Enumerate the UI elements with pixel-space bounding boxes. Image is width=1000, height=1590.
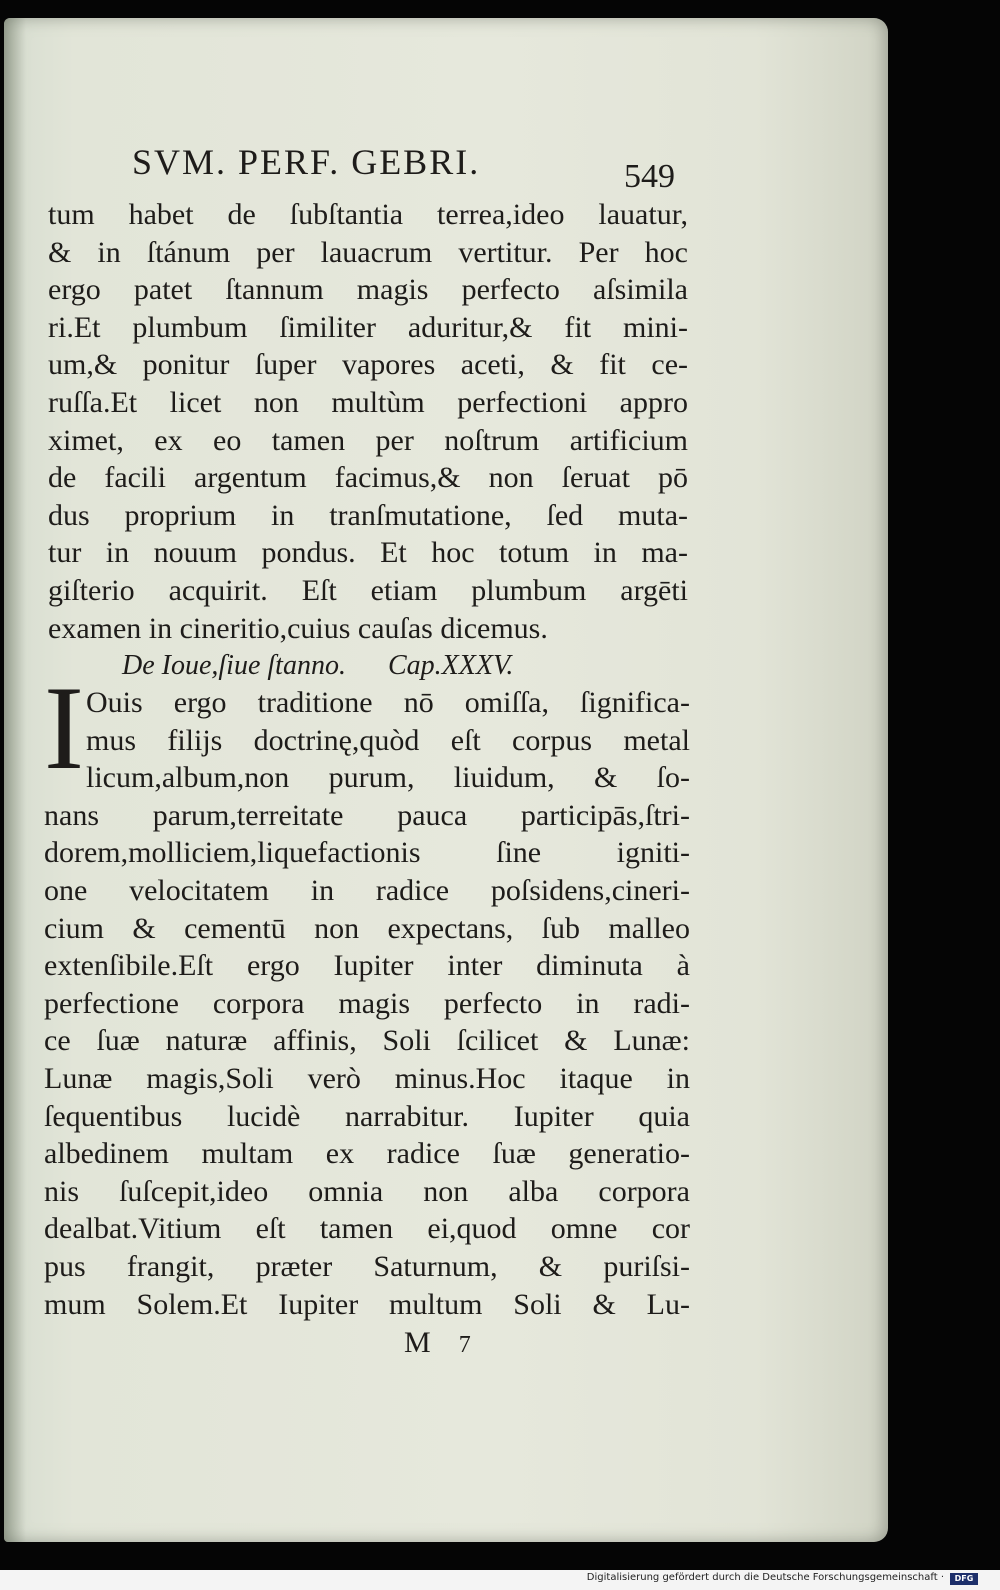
signature-number: 7 [458,1332,471,1358]
chapter-heading [122,650,513,682]
text-line: licum,album,non purum, liuidum, & ſo- [86,761,690,795]
text-line: de facili argentum facimus,& non ſeruat pō [48,461,688,495]
text-line: & in ſtánum per lauacrum vertitur. Per hoc [48,235,688,269]
text-line: ergo patet ſtannum magis perfecto aſsimila [48,273,688,307]
dfg-logo: DFG [950,1573,978,1585]
page-number: 549 [624,158,675,195]
body-text-block [48,196,688,647]
text-line: giſterio acquirit. Eſt etiam plumbum argēti [48,573,688,607]
text-line: nis ſuſcepit,ideo omnia non alba corpora [44,1174,690,1208]
footer-bar [0,1570,1000,1590]
text-line: ri.Et plumbum ſimiliter aduritur,& fit mini- [48,310,688,344]
running-head: SVM. PERF. GEBRI. [132,142,481,182]
text-line: ruſſa.Et licet non multùm perfectioni appro [48,385,688,419]
funding-credit: Digitalisierung gefördert durch die Deutsche Forschungsgemeinschaft · [586,1572,944,1583]
chapter-number: Cap.XXXV. [387,650,514,681]
text-line: tum habet de ſubſtantia terrea,ideo lauatur, [48,198,688,231]
text-line: Ouis ergo traditione nō omiſſa, ſignifica- [86,686,690,719]
text-line: ximet, ex eo tamen per noſtrum artificium [48,423,688,457]
text-line: dealbat.Vitium eſt tamen ei,quod omne cor [44,1212,690,1246]
text-line: Lunæ magis,Soli verò minus.Hoc itaque in [44,1061,690,1095]
text-line: mum Solem.Et Iupiter multum Soli & Lu- [44,1287,690,1321]
text-line: extenſibile.Eſt ergo Iupiter inter diminuta à [44,949,690,983]
text-line: um,& ponitur ſuper vapores aceti, & fit ce- [48,348,688,382]
text-line: pus frangit, præter Saturnum, & puriſsi- [44,1249,690,1283]
text-line: ſequentibus lucidè narrabitur. Iupiter quia [44,1099,690,1133]
signature-letter: M [404,1326,431,1359]
text-line: cium & cementū non expectans, ſub malleo [44,911,690,945]
text-line: mus filijs doctrinę,quòd eſt corpus metal [86,723,690,757]
text-line: tur in nouum pondus. Et hoc totum in ma- [48,536,688,570]
signature-mark [404,1326,471,1360]
text-line: dorem,molliciem,liquefactionis ſine igniti- [44,836,690,870]
text-line: nans parum,terreitate pauca participās,ſtri- [44,798,690,832]
text-line: perfectione corpora magis perfecto in radi- [44,986,690,1020]
text-line: dus proprium in tranſmutatione, ſed muta- [48,498,688,532]
chapter-text-block [44,684,690,1323]
gutter-shadow [4,18,26,1542]
text-line: examen in cineritio,cuius cauſas dicemus. [48,611,548,645]
text-line: one velocitatem in radice poſsidens,cineri- [44,873,690,907]
text-line: ce ſuæ naturæ affinis, Soli ſcilicet & Lunæ: [44,1024,690,1058]
drop-cap-initial: I [44,661,84,794]
chapter-title: De Ioue,ſiue ſtanno. [122,650,346,681]
text-line: albedinem multam ex radice ſuæ generatio- [44,1137,690,1171]
book-page [4,18,888,1542]
